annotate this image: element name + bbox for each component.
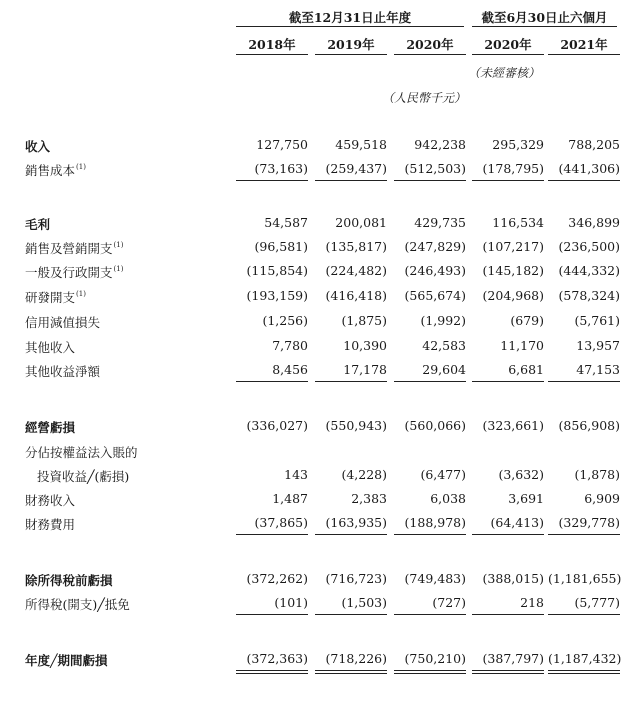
row-label <box>25 215 50 233</box>
row-label-text: 一般及行政開支 <box>25 265 113 280</box>
value-cell: (5,761) <box>574 313 620 328</box>
value-cell: (336,027) <box>246 418 308 433</box>
year-underline <box>472 54 544 55</box>
total-double-line <box>394 673 466 674</box>
row-label-text: 財務費用 <box>25 517 76 532</box>
total-double-line <box>236 673 308 674</box>
row-label <box>25 571 113 589</box>
value-cell: 200,081 <box>335 215 387 230</box>
value-cell: 3,691 <box>508 491 544 506</box>
value-cell: 788,205 <box>568 137 620 152</box>
value-cell: (1,878) <box>574 467 620 482</box>
value-cell: (224,482) <box>325 263 387 278</box>
value-cell: (1,187,432) <box>548 651 622 666</box>
subtotal-line <box>394 381 466 382</box>
value-cell: 11,170 <box>500 338 544 353</box>
header-full-year: 截至12月31日止年度 <box>288 10 412 25</box>
row-label-text: 除所得稅前虧損 <box>25 573 113 588</box>
value-cell: 47,153 <box>576 362 620 377</box>
subtotal-line <box>472 381 544 382</box>
row-label-text: 收入 <box>25 139 51 154</box>
subtotal-line <box>236 381 308 382</box>
row-label <box>25 313 100 331</box>
row-label <box>25 137 50 155</box>
subtotal-line <box>548 534 620 535</box>
subtotal-line <box>472 180 544 181</box>
value-cell: (259,437) <box>325 161 387 176</box>
footnote-marker: (1) <box>76 163 86 171</box>
value-cell: (388,015) <box>482 571 544 586</box>
total-double-line <box>548 673 620 674</box>
row-label-text: 經營虧損 <box>25 420 76 435</box>
value-cell: (1,992) <box>420 313 466 328</box>
subtotal-line <box>236 614 308 615</box>
value-cell: (749,483) <box>404 571 466 586</box>
value-cell: (145,182) <box>482 263 544 278</box>
row-label <box>25 362 100 380</box>
value-cell: 459,518 <box>335 137 387 152</box>
year-underline <box>394 54 466 55</box>
year-header: 2019年 <box>327 37 375 52</box>
row-label <box>25 651 108 669</box>
row-label <box>25 161 86 179</box>
footnote-marker: (1) <box>113 241 124 249</box>
total-double-line <box>394 670 466 671</box>
value-cell: (679) <box>510 313 544 328</box>
subtotal-line <box>548 381 620 382</box>
row-label-text: 年度╱期間虧損 <box>25 653 108 668</box>
value-cell: 143 <box>284 467 308 482</box>
footnote-marker: (1) <box>76 290 86 298</box>
value-cell: (107,217) <box>482 239 544 254</box>
value-cell: 6,038 <box>430 491 466 506</box>
value-cell: (188,978) <box>404 515 466 530</box>
subtotal-line <box>472 534 544 535</box>
value-cell: (387,797) <box>482 651 544 666</box>
value-cell: (578,324) <box>558 288 620 303</box>
value-cell: (416,418) <box>325 288 387 303</box>
value-cell: (204,968) <box>482 288 544 303</box>
row-label-text: 所得稅(開支)╱抵免 <box>25 597 130 612</box>
value-cell: (1,503) <box>341 595 387 610</box>
value-cell: (565,674) <box>404 288 466 303</box>
value-cell: 6,909 <box>584 491 620 506</box>
row-label-text: 毛利 <box>25 217 51 232</box>
total-double-line <box>315 673 387 674</box>
row-label <box>25 595 130 613</box>
subtotal-line <box>236 534 308 535</box>
year-header: 2018年 <box>248 37 296 52</box>
row-label <box>25 263 123 281</box>
total-double-line <box>472 673 544 674</box>
header-underline-six-months <box>472 26 617 27</box>
row-label <box>25 491 75 509</box>
value-cell: (135,817) <box>325 239 387 254</box>
value-cell: (716,723) <box>325 571 387 586</box>
row-label <box>25 239 123 257</box>
row-label <box>25 288 86 306</box>
value-cell: (73,163) <box>254 161 308 176</box>
value-cell: (560,066) <box>404 418 466 433</box>
value-cell: 42,583 <box>422 338 466 353</box>
year-underline <box>315 54 387 55</box>
row-label-text: 分佔按權益法入賬的 <box>25 445 138 460</box>
year-header: 2020年 <box>484 37 532 52</box>
value-cell: 127,750 <box>256 137 308 152</box>
subtotal-line <box>472 614 544 615</box>
total-double-line <box>472 670 544 671</box>
row-label <box>25 418 75 436</box>
value-cell: (1,181,655) <box>548 571 622 586</box>
value-cell: (37,865) <box>254 515 308 530</box>
value-cell: (193,159) <box>246 288 308 303</box>
subtotal-line <box>394 534 466 535</box>
unaudited-note: （未經審核） <box>468 66 541 80</box>
value-cell: 2,383 <box>351 491 387 506</box>
value-cell: (5,777) <box>574 595 620 610</box>
value-cell: 942,238 <box>414 137 466 152</box>
value-cell: (329,778) <box>558 515 620 530</box>
header-underline-full-year <box>236 26 464 27</box>
value-cell: 54,587 <box>264 215 308 230</box>
value-cell: (4,228) <box>341 467 387 482</box>
value-cell: (718,226) <box>325 651 387 666</box>
value-cell: (323,661) <box>482 418 544 433</box>
value-cell: (64,413) <box>490 515 544 530</box>
total-double-line <box>236 670 308 671</box>
value-cell: (115,854) <box>246 263 308 278</box>
value-cell: (246,493) <box>404 263 466 278</box>
value-cell: (236,500) <box>558 239 620 254</box>
currency-note: （人民幣千元） <box>382 91 467 105</box>
row-label-text: 銷售成本 <box>25 163 76 178</box>
footnote-marker: (1) <box>113 265 124 273</box>
value-cell: (512,503) <box>404 161 466 176</box>
row-label-text: 銷售及營銷開支 <box>25 241 113 256</box>
value-cell: 6,681 <box>508 362 544 377</box>
value-cell: 346,899 <box>568 215 620 230</box>
subtotal-line <box>315 614 387 615</box>
row-label <box>37 467 129 485</box>
value-cell: (1,875) <box>341 313 387 328</box>
value-cell: (856,908) <box>558 418 620 433</box>
value-cell: 10,390 <box>343 338 387 353</box>
value-cell: (750,210) <box>404 651 466 666</box>
row-label-text: 投資收益╱(虧損) <box>37 469 130 484</box>
value-cell: 295,329 <box>492 137 544 152</box>
value-cell: 218 <box>520 595 544 610</box>
value-cell: 17,178 <box>343 362 387 377</box>
row-label-text: 其他收入 <box>25 340 76 355</box>
row-label-text: 信用減值損失 <box>25 315 101 330</box>
subtotal-line <box>394 180 466 181</box>
value-cell: (1,256) <box>262 313 308 328</box>
row-label <box>25 338 75 356</box>
value-cell: (96,581) <box>254 239 308 254</box>
value-cell: 29,604 <box>422 362 466 377</box>
subtotal-line <box>236 180 308 181</box>
year-header: 2021年 <box>560 37 608 52</box>
total-double-line <box>548 670 620 671</box>
year-header: 2020年 <box>406 37 454 52</box>
value-cell: 7,780 <box>272 338 308 353</box>
value-cell: (247,829) <box>404 239 466 254</box>
value-cell: 116,534 <box>492 215 544 230</box>
subtotal-line <box>315 534 387 535</box>
year-underline <box>236 54 308 55</box>
value-cell: (441,306) <box>558 161 620 176</box>
total-double-line <box>315 670 387 671</box>
subtotal-line <box>315 381 387 382</box>
value-cell: (178,795) <box>482 161 544 176</box>
value-cell: (163,935) <box>325 515 387 530</box>
value-cell: (444,332) <box>558 263 620 278</box>
subtotal-line <box>394 614 466 615</box>
value-cell: (372,262) <box>246 571 308 586</box>
value-cell: (6,477) <box>420 467 466 482</box>
value-cell: 8,456 <box>272 362 308 377</box>
row-label-text: 其他收益淨額 <box>25 364 101 379</box>
header-six-months: 截至6月30日止六個月 <box>481 10 608 25</box>
row-label <box>25 515 75 533</box>
subtotal-line <box>548 180 620 181</box>
value-cell: (372,363) <box>246 651 308 666</box>
subtotal-line <box>315 180 387 181</box>
value-cell: (101) <box>274 595 308 610</box>
value-cell: 429,735 <box>414 215 466 230</box>
value-cell: 13,957 <box>576 338 620 353</box>
value-cell: (550,943) <box>325 418 387 433</box>
value-cell: (727) <box>432 595 466 610</box>
row-label-text: 研發開支 <box>25 290 76 305</box>
value-cell: (3,632) <box>498 467 544 482</box>
year-underline <box>548 54 620 55</box>
subtotal-line <box>548 614 620 615</box>
value-cell: 1,487 <box>272 491 308 506</box>
row-label <box>25 443 138 461</box>
row-label-text: 財務收入 <box>25 493 76 508</box>
